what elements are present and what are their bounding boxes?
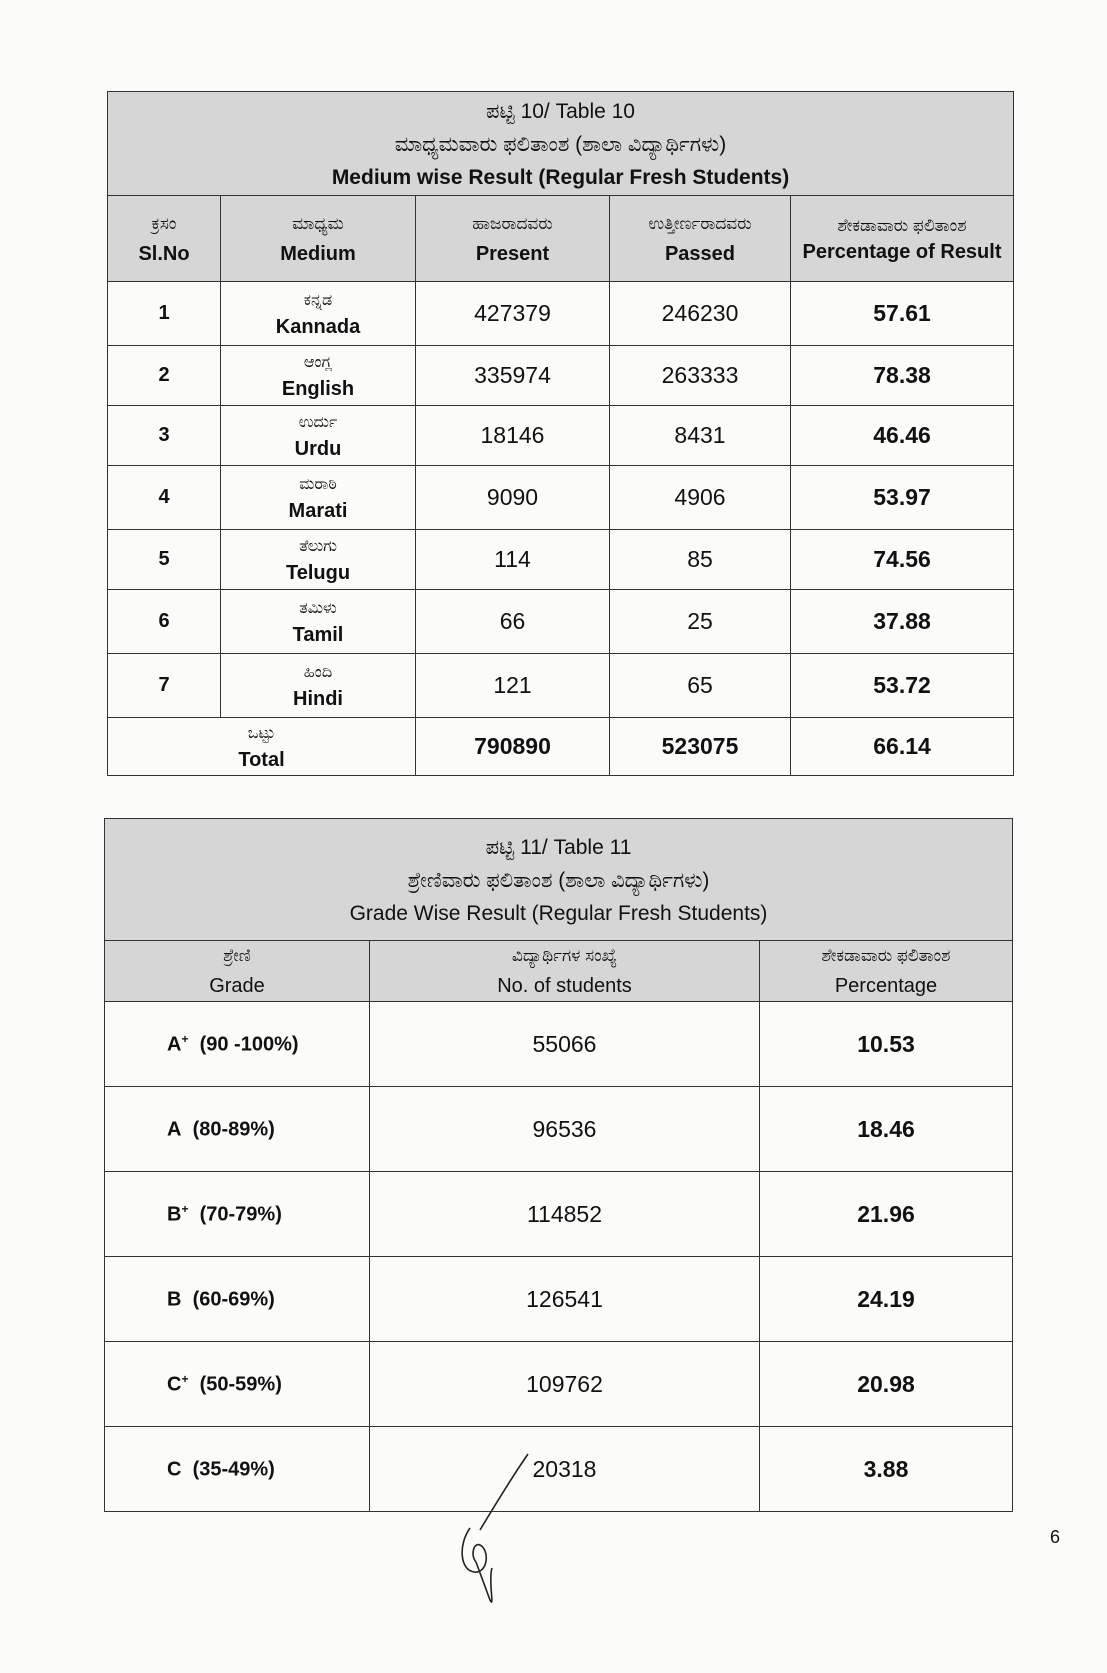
table-11-title-en: Grade Wise Result (Regular Fresh Students) [349,902,768,925]
row-present: 121 [416,654,610,718]
row-grade-percentage: 18.46 [760,1087,1013,1172]
total-passed: 523075 [610,718,791,776]
row-students: 114852 [370,1172,760,1257]
table-row [105,1087,1013,1172]
row-grade: A (80-89%) [105,1087,370,1172]
row-grade-percentage: 21.96 [760,1172,1013,1257]
row-percentage: 37.88 [791,590,1014,654]
row-medium: ಕನ್ನಡ Kannada [221,282,416,346]
row-medium: ತೆಲುಗು Telugu [221,530,416,590]
row-students: 55066 [370,1002,760,1087]
table-row [108,466,1014,530]
table-10-medium-wise [107,91,1014,776]
total-present: 790890 [416,718,610,776]
row-passed: 25 [610,590,791,654]
row-medium: ತಮಿಳು Tamil [221,590,416,654]
row-passed: 85 [610,530,791,590]
table-10-number: ಪಟ್ಟಿ 10/ Table 10 [486,100,635,123]
row-students: 126541 [370,1257,760,1342]
page-number: 6 [1050,1527,1061,1547]
row-percentage: 74.56 [791,530,1014,590]
row-grade: B+ (70-79%) [105,1172,370,1257]
row-present: 66 [416,590,610,654]
row-grade-percentage: 10.53 [760,1002,1013,1087]
header-grade: ಶ್ರೇಣಿ Grade [105,941,370,1002]
table-10-title-en: Medium wise Result (Regular Fresh Students) [331,166,790,189]
row-slno: 5 [108,530,221,590]
total-percentage: 66.14 [791,718,1014,776]
row-present: 18146 [416,406,610,466]
row-present: 427379 [416,282,610,346]
row-slno: 7 [108,654,221,718]
table-11-title [105,819,1013,941]
table-row [108,406,1014,466]
row-grade: A+ (90 -100%) [105,1002,370,1087]
row-percentage: 53.97 [791,466,1014,530]
row-students: 109762 [370,1342,760,1427]
table-row [105,1002,1013,1087]
header-present: ಹಾಜರಾದವರು Present [416,196,610,282]
table-row [108,654,1014,718]
row-students: 20318 [370,1427,760,1512]
row-present: 335974 [416,346,610,406]
table-10-subtitle-kn: ಮಾಧ್ಯಮವಾರು ಫಲಿತಾಂಶ (ಶಾಲಾ ವಿದ್ಯಾರ್ಥಿಗಳು) [394,133,727,156]
header-no-of-students: ವಿದ್ಯಾರ್ಥಿಗಳ ಸಂಖ್ಯೆ No. of students [370,941,760,1002]
row-slno: 6 [108,590,221,654]
table-11-number: ಪಟ್ಟಿ 11/ Table 11 [485,836,632,859]
row-students: 96536 [370,1087,760,1172]
row-slno: 3 [108,406,221,466]
header-medium: ಮಾಧ್ಯಮ Medium [221,196,416,282]
row-grade-percentage: 20.98 [760,1342,1013,1427]
table-11-grade-wise [104,818,1013,1512]
header-grade-percentage: ಶೇಕಡಾವಾರು ಫಲಿತಾಂಶ Percentage [760,941,1013,1002]
table-10-total-row [108,718,1014,776]
row-medium: ಉರ್ದು Urdu [221,406,416,466]
signature-mark [450,1450,540,1610]
row-medium: ಮರಾಠಿ Marati [221,466,416,530]
row-passed: 4906 [610,466,791,530]
row-slno: 2 [108,346,221,406]
row-percentage: 53.72 [791,654,1014,718]
table-row [108,346,1014,406]
table-row [108,282,1014,346]
table-row [105,1257,1013,1342]
total-label: ಒಟ್ಟು Total [108,718,416,776]
table-row [108,590,1014,654]
table-row [108,530,1014,590]
row-medium: ಆಂಗ್ಲ English [221,346,416,406]
row-percentage: 46.46 [791,406,1014,466]
row-present: 9090 [416,466,610,530]
row-grade: B (60-69%) [105,1257,370,1342]
row-grade-percentage: 24.19 [760,1257,1013,1342]
table-row [105,1427,1013,1512]
row-percentage: 57.61 [791,282,1014,346]
row-medium: ಹಿಂದಿ Hindi [221,654,416,718]
table-row [105,1172,1013,1257]
row-grade: C (35-49%) [105,1427,370,1512]
header-slno: ಕ್ರಸಂ Sl.No [108,196,221,282]
row-grade: C+ (50-59%) [105,1342,370,1427]
header-percentage: ಶೇಕಡಾವಾರು ಫಲಿತಾಂಶ Percentage of Result [791,196,1014,282]
table-10-title [108,92,1014,196]
row-slno: 4 [108,466,221,530]
table-11-subtitle-kn: ಶ್ರೇಣಿವಾರು ಫಲಿತಾಂಶ (ಶಾಲಾ ವಿದ್ಯಾರ್ಥಿಗಳು) [407,869,710,892]
row-slno: 1 [108,282,221,346]
header-passed: ಉತ್ತೀರ್ಣರಾದವರು Passed [610,196,791,282]
row-passed: 65 [610,654,791,718]
row-passed: 263333 [610,346,791,406]
row-passed: 246230 [610,282,791,346]
row-passed: 8431 [610,406,791,466]
row-percentage: 78.38 [791,346,1014,406]
row-present: 114 [416,530,610,590]
row-grade-percentage: 3.88 [760,1427,1013,1512]
table-row [105,1342,1013,1427]
